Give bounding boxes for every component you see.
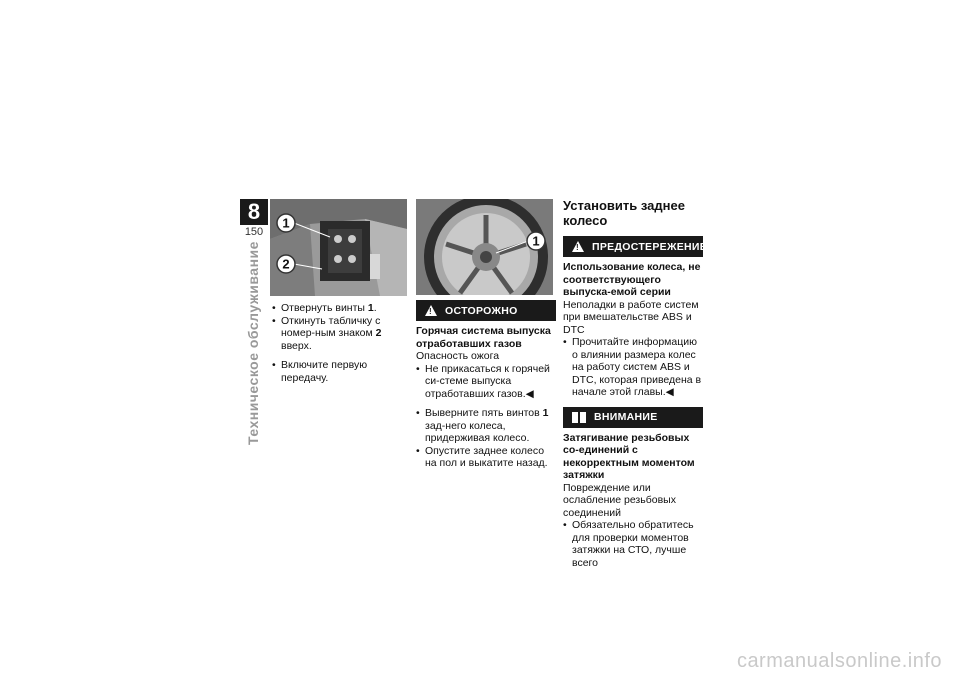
callout-1: 1	[282, 215, 290, 231]
caution-subtitle: Неполадки в работе систем при вмешательстве ABS и DTC	[563, 298, 699, 336]
end-mark-icon: ◀	[665, 386, 674, 398]
chapter-title-vertical: Техническое обслуживание	[245, 241, 261, 445]
chapter-number: 8	[240, 199, 268, 225]
warning-triangle-icon: !	[572, 241, 584, 252]
watermark: carmanualsonline.info	[736, 650, 942, 672]
warning-triangle-icon: !	[425, 305, 437, 316]
rear-wheel-photo	[416, 199, 553, 295]
list-item: • Выверните пять винтов 1 зад-него колеса, придерживая колесо.	[416, 407, 556, 445]
license-plate-photo	[270, 199, 407, 296]
list-item: • Не прикасаться к горячей си-стеме выпуска отработавших газов.◀	[416, 363, 556, 401]
attention-heading: Затягивание резьбовых со-единений с некорректным моментом затяжки	[563, 431, 695, 481]
caution-heading: Использование колеса, не соответствующего выпуска-емой серии	[563, 261, 701, 298]
attention-subtitle: Повреждение или ослабление резьбовых соединений	[563, 481, 676, 519]
manual-book-icon	[572, 412, 586, 423]
list-item: • Включите первую передачу.	[272, 359, 402, 384]
caution-banner: ! ПРЕДОСТЕРЕЖЕНИЕ	[563, 236, 703, 257]
end-mark-icon: ◀	[525, 387, 534, 400]
list-item: • Прочитайте информацию о влиянии размера колес на работу систем ABS и DTC, которая приведена в начале этой главы.◀	[563, 336, 703, 399]
list-item: • Отвернуть винты 1.	[272, 302, 402, 315]
list-item: • Обязательно обратитесь для проверки моментов затяжки на СТО, лучше всего	[563, 519, 703, 569]
warning-subtitle: Опасность ожога	[416, 350, 500, 362]
warning-heading: Горячая система выпуска отработавших газов	[416, 325, 551, 350]
list-item: • Откинуть табличку с номер-ным знаком 2 вверх.	[272, 315, 402, 353]
callout-2: 2	[282, 256, 290, 272]
attention-banner: ВНИМАНИЕ	[563, 407, 703, 428]
page-number: 150	[244, 226, 264, 238]
column-2	[416, 300, 556, 470]
column-1	[272, 302, 402, 384]
callout-1: 1	[532, 233, 540, 249]
list-item: • Опустите заднее колесо на пол и выкатите назад.	[416, 445, 556, 470]
warning-banner: ! ОСТОРОЖНО	[416, 300, 556, 321]
section-title: Установить заднее колесо	[563, 198, 685, 228]
column-3	[563, 198, 708, 569]
